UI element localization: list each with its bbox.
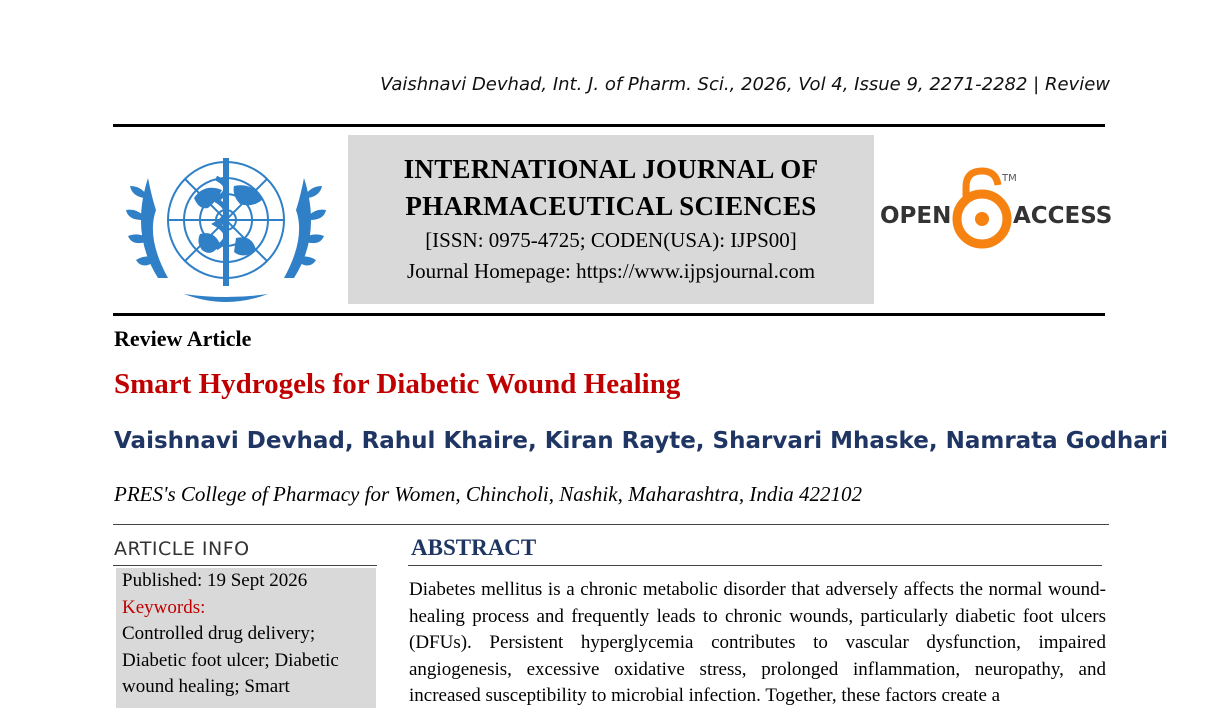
journal-emblem-icon [124, 138, 328, 308]
abstract-rule [408, 565, 1102, 566]
open-access-logo [880, 165, 1113, 255]
article-info-rule [113, 565, 377, 566]
published-date: Published: 19 Sept 2026 [122, 570, 308, 591]
article-info-heading: ARTICLE INFO [114, 538, 250, 560]
open-lock-icon [957, 171, 1007, 244]
header-bottom-rule [113, 313, 1105, 316]
keywords-line: Diabetic foot ulcer; Diabetic [122, 649, 339, 671]
journal-homepage: Journal Homepage: https://www.ijpsjournal.com [406, 259, 816, 283]
open-access-text-open: OPEN [880, 203, 952, 229]
journal-citation: Vaishnavi Devhad, Int. J. of Pharm. Sci., 2026, Vol 4, Issue 9, 2271-2282 | Review [380, 74, 1110, 95]
article-info-box [116, 568, 376, 708]
author-list: Vaishnavi Devhad, Rahul Khaire, Kiran Rayte, Sharvari Mhaske, Namrata Godhari [114, 428, 1168, 454]
article-type: Review Article [114, 326, 252, 351]
keywords-line: Controlled drug delivery; [122, 623, 316, 644]
author-affiliation: PRES's College of Pharmacy for Women, Chincholi, Nashik, Maharashtra, India 422102 [114, 482, 863, 506]
header-top-rule [113, 124, 1105, 127]
abstract-text: Diabetes mellitus is a chronic metabolic disorder that adversely affects the normal wound-healing process and frequently leads to chronic wounds, particularly diabetic foot ulcers (DFUs). Persistent hyperglycemia contributes to vascular dysfunction, impaired angiogenesis, excessive oxidative stress, prolonged inflammation, neuropathy, and increased susceptibility to microbial infection. Together, these factors create a [409, 579, 1106, 706]
trademark-text: TM [1002, 173, 1017, 184]
keywords-label: Keywords: [122, 596, 206, 618]
journal-issn: [ISSN: 0975-4725; CODEN(USA): IJPS00] [425, 228, 797, 252]
open-access-text-access: ACCESS [1013, 203, 1113, 229]
keywords-line: wound healing; Smart [122, 676, 290, 697]
article-title: Smart Hydrogels for Diabetic Wound Healing [114, 368, 681, 400]
abstract-heading: ABSTRACT [411, 535, 537, 560]
journal-name-line2: PHARMACEUTICAL SCIENCES [405, 191, 817, 221]
section-divider [113, 524, 1109, 525]
journal-name-line1: INTERNATIONAL JOURNAL OF [403, 154, 819, 184]
journal-masthead [348, 135, 874, 304]
